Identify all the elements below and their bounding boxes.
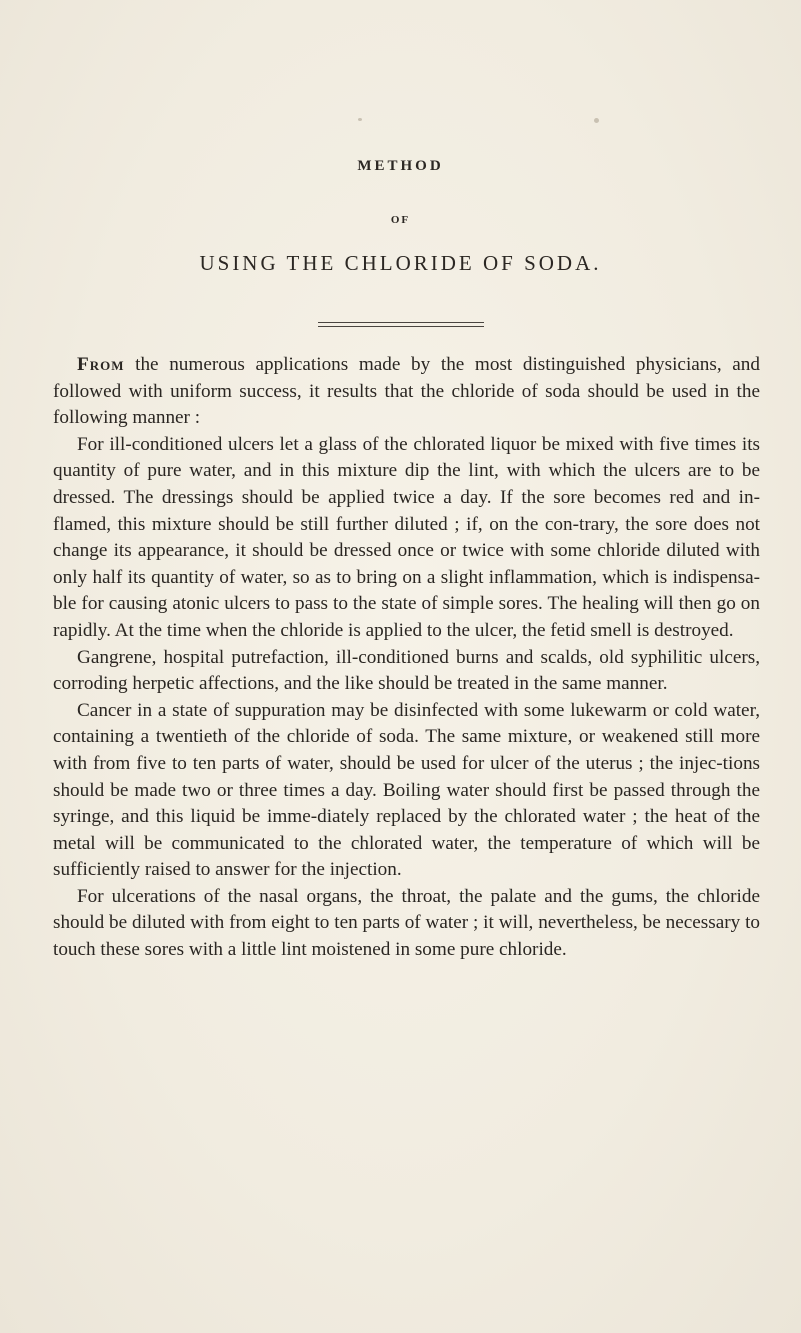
paragraph-4: [53, 698, 760, 884]
paragraph-text: Cancer in a state of suppuration may be disinfected with some lukewarm or cold water, containing a twentieth of the chloride of soda. The same mixture, or weakened still more with from five to ten parts of water, should be used for ulcer of the uterus ; the injec-tions should be made two or three times a day. Boiling water should first be passed through the syringe, and this liquid be imme-diately replaced by the chlorated water ; the heat of the metal will be communicated to the chlorated water, the temperature of which will be sufficiently raised to answer for the injection.: [53, 699, 760, 881]
decorative-rule-bottom: [318, 326, 484, 327]
paragraph-1: [53, 352, 760, 432]
paper-speck: [358, 118, 362, 121]
paper-speck: [594, 118, 599, 123]
paragraph-text: For ill-conditioned ulcers let a glass of the chlorated liquor be mixed with five times its quantity of pure water, and in this mixture dip the lint, with which the ulcers are to be dressed. The dressings should be applied twice a day. If the sore becomes red and in-flamed, this mixture should be still further diluted ; if, on the con-trary, the sore does not change its appearance, it should be dressed once or twice with some chloride diluted with only half its quantity of water, so as to bring on a slight inflammation, which is indispensa-ble for causing atonic ulcers to pass to the state of simple sores. The healing will then go on rapidly. At the time when the chloride is applied to the ulcer, the fetid smell is destroyed.: [53, 433, 760, 641]
paragraph-text: For ulcerations of the nasal organs, the throat, the palate and the gums, the chloride should be diluted with from eight to ten parts of water ; it will, nevertheless, be necessary to touch these sores with a little lint moistened in some pure chloride.: [53, 885, 760, 961]
paragraph-lead-word: From: [77, 354, 125, 375]
decorative-rule-top: [318, 322, 484, 323]
paragraph-3: [53, 645, 760, 698]
paragraph-text: the numerous applications made by the most distinguished physicians, and followed with uniform success, it results that the chloride of soda should be used in the following manner :: [53, 354, 760, 429]
paragraph-2: [53, 432, 760, 645]
body-text: [53, 352, 760, 964]
heading-method: METHOD: [357, 158, 444, 174]
heading-of: OF: [390, 214, 411, 226]
paragraph-text: Gangrene, hospital putrefaction, ill-conditioned burns and scalds, old syphilitic ulcers, corroding herpetic affections, and the like should be treated in the same manner.: [53, 646, 760, 695]
paragraph-5: [53, 884, 760, 964]
heading-title: USING THE CHLORIDE OF SODA.: [199, 251, 602, 275]
